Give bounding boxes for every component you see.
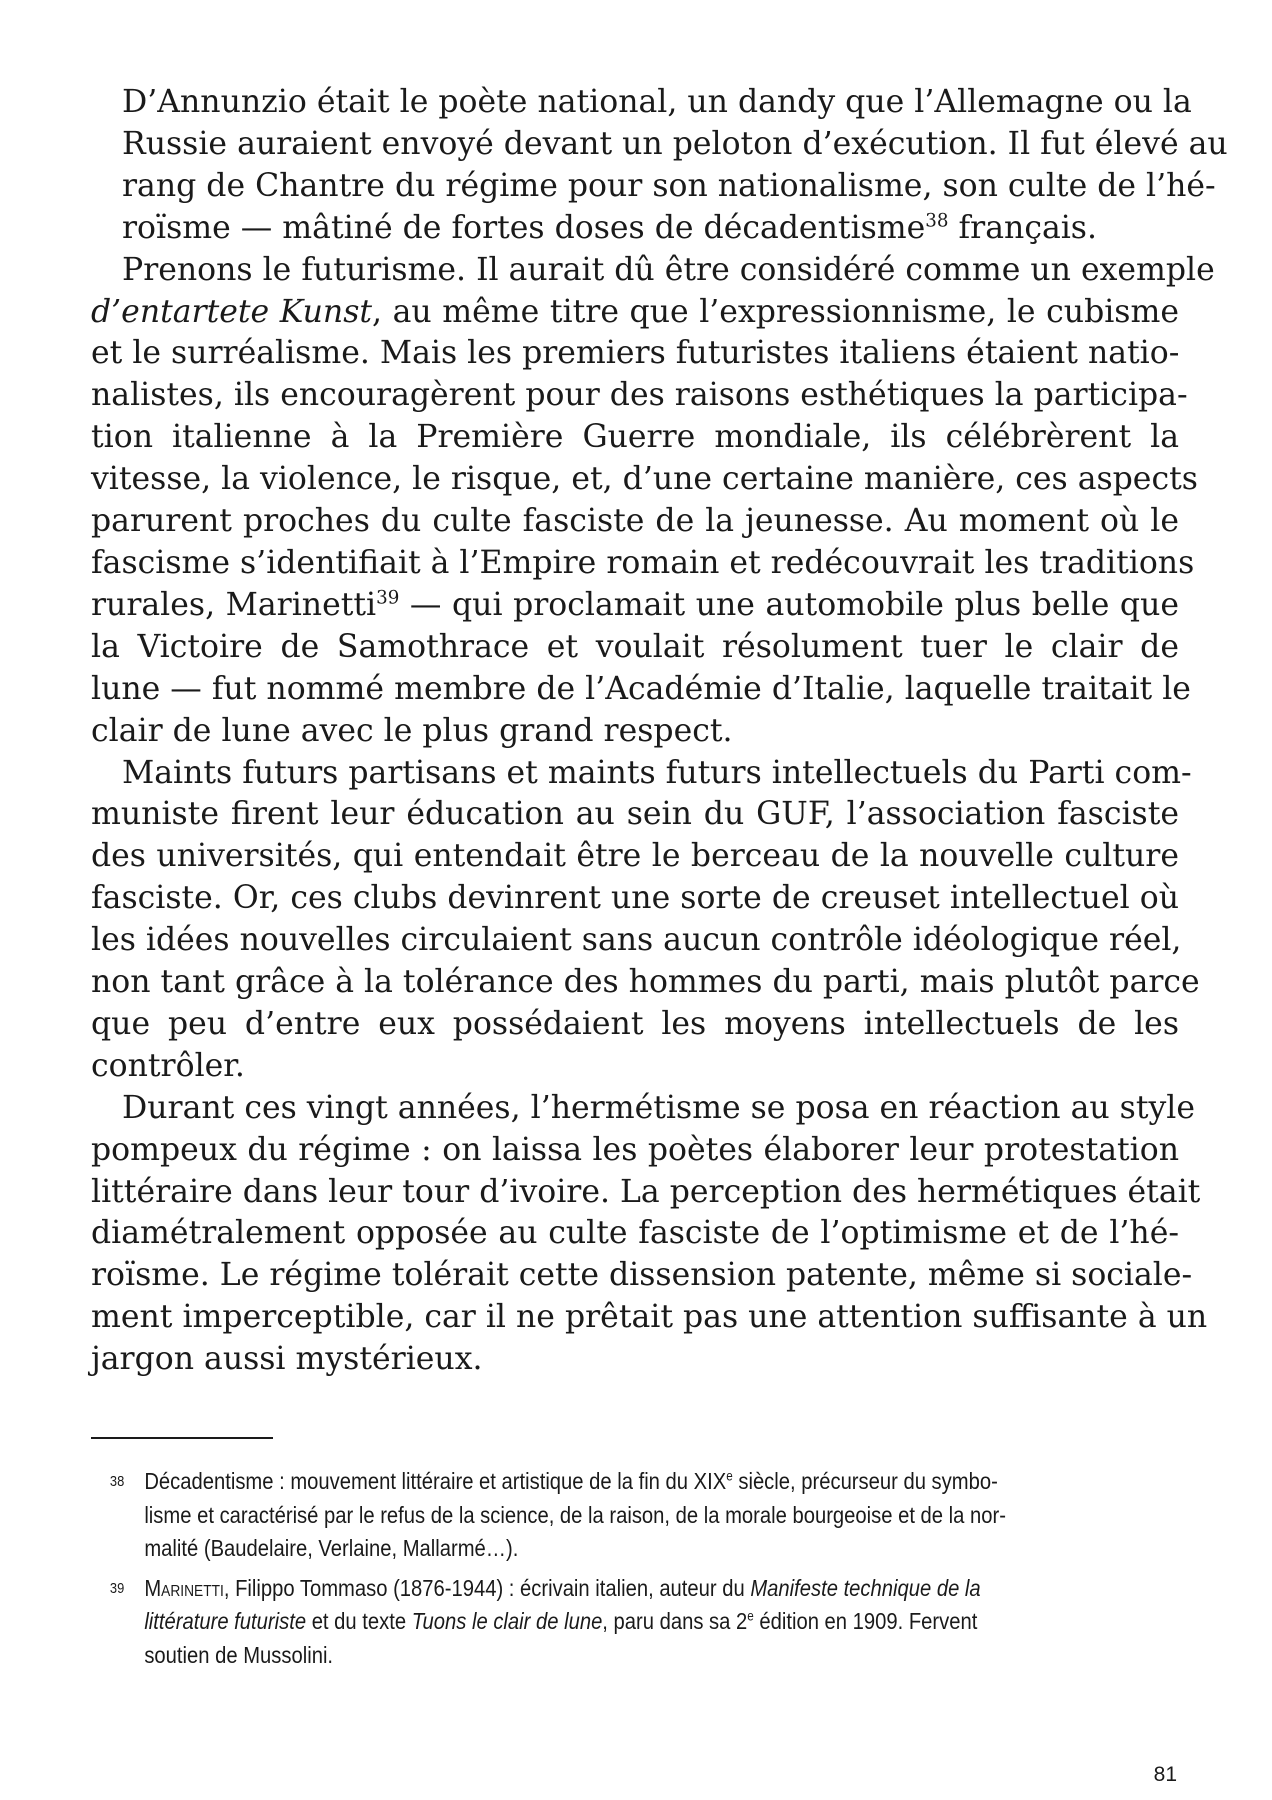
text-line: des universités, qui entendait être le berceau de la nouvelle culture <box>91 838 1179 875</box>
text-line: Durant ces vingt années, l’hermétisme se posa en réaction au style <box>122 1089 1196 1126</box>
text-span: , paru dans sa 2 <box>602 1608 748 1634</box>
text-line: contrôler. <box>91 1047 245 1084</box>
text-line: non tant grâce à la tolérance des hommes du parti, mais plutôt parce <box>91 964 1200 1001</box>
paragraph-3 <box>91 753 1200 1088</box>
text-line: rang de Chantre du régime pour son nationalisme, son culte de l’hé- <box>122 167 1216 204</box>
text-span: Décadentisme : mouvement littéraire et artistique de la fin du XIX <box>144 1468 727 1494</box>
footnote-line <box>144 1465 1035 1499</box>
text-line: parurent proches du culte fasciste de la jeunesse. Au moment où le <box>91 503 1179 540</box>
superscript: e <box>747 1608 754 1624</box>
footnote-line: soutien de Mussolini. <box>144 1641 334 1668</box>
paragraph-1 <box>91 82 1228 250</box>
footnote-line: lisme et caractérisé par le refus de la science, de la raison, de la morale bourgeoise et de la nor- <box>144 1501 1006 1528</box>
text-line: diamétralement opposée au culte fasciste de l’optimisme et de l’hé- <box>91 1215 1179 1252</box>
text-line: fasciste. Or, ces clubs devinrent une sorte de creuset intellectuel où <box>91 880 1179 917</box>
text-span: et du texte <box>306 1608 412 1634</box>
footnote-line: malité (Baudelaire, Verlaine, Mallarmé…). <box>144 1535 519 1561</box>
text-line: Maints futurs partisans et maints futurs intellectuels du Parti com- <box>122 754 1192 791</box>
text-span: siècle, précurseur du symbo- <box>732 1468 998 1494</box>
text-line: Russie auraient envoyé devant un peloton d’exécution. Il fut élevé au <box>122 125 1228 162</box>
text-span: , au même titre que l’expressionnisme, le cubisme <box>372 293 1179 330</box>
text-line: D’Annunzio était le poète national, un dandy que l’Allemagne ou la <box>122 84 1192 120</box>
footnote-separator <box>91 1437 273 1439</box>
text-line <box>91 292 1179 334</box>
page-number: 81 <box>1153 1763 1177 1786</box>
footnote-ref-38[interactable]: 38 <box>925 210 949 232</box>
text-line: ment imperceptible, car il ne prêtait pas une attention suffisante à un <box>91 1299 1208 1336</box>
text-line: la Victoire de Samothrace et voulait résolument tuer le clair de <box>91 628 1179 665</box>
text-span: rurales, Marinetti <box>91 586 377 623</box>
footnote-ref-39[interactable]: 39 <box>376 587 400 609</box>
text-line: roïsme. Le régime tolérait cette dissension patente, même si sociale- <box>91 1257 1193 1294</box>
italic-title: Tuons le clair de lune <box>411 1608 603 1634</box>
footnote-line <box>144 1572 1035 1606</box>
text-span: — qui proclamait une automobile plus belle que <box>399 586 1179 623</box>
text-line: jargon aussi mystérieux. <box>91 1341 483 1378</box>
text-line <box>91 208 1179 250</box>
italic-term: d’entartete Kunst <box>91 293 373 330</box>
footnote-line <box>144 1605 1035 1639</box>
footnote-39 <box>91 1572 1035 1673</box>
text-line: vitesse, la violence, le risque, et, d’une certaine manière, ces aspects <box>91 461 1198 498</box>
text-span: français. <box>948 209 1097 246</box>
paragraph-4 <box>91 1088 1208 1381</box>
text-span: roïsme — mâtiné de fortes doses de décadentisme <box>122 209 926 246</box>
text-line: tion italienne à la Première Guerre mondiale, ils célébrèrent la <box>91 419 1179 456</box>
text-line: clair de lune avec le plus grand respect. <box>91 712 733 749</box>
text-line: muniste firent leur éducation au sein du GUF, l’association fasciste <box>91 796 1179 833</box>
text-line: lune — fut nommé membre de l’Académie d’Italie, laquelle traitait le <box>91 670 1191 707</box>
text-line: littéraire dans leur tour d’ivoire. La perception des hermétiques était <box>91 1173 1201 1210</box>
text-line: les idées nouvelles circulaient sans aucun contrôle idéologique réel, <box>91 922 1182 959</box>
text-line: Prenons le futurisme. Il aurait dû être considéré comme un exemple <box>122 251 1215 288</box>
footnote-number: 38 <box>109 1473 125 1490</box>
paragraph-2 <box>91 250 1215 753</box>
text-line: nalistes, ils encouragèrent pour des raisons esthétiques la participa- <box>91 377 1188 414</box>
superscript: e <box>726 1468 733 1484</box>
italic-title: Manifeste technique de la <box>750 1574 981 1601</box>
text-line: et le surréalisme. Mais les premiers futuristes italiens étaient natio- <box>91 335 1180 372</box>
main-text <box>91 82 1228 1381</box>
footnote-number: 39 <box>109 1579 125 1597</box>
text-line <box>91 585 1179 627</box>
italic-title: littérature futuriste <box>144 1608 307 1634</box>
text-span: édition en 1909. Fervent <box>753 1608 978 1634</box>
text-span: , Filippo Tommaso (1876-1944) : écrivain italien, auteur du <box>223 1574 751 1601</box>
footnote-38 <box>91 1465 1035 1566</box>
text-line: que peu d’entre eux possédaient les moyens intellectuels de les <box>91 1005 1179 1042</box>
text-line: fascisme s’identifiait à l’Empire romain et redécouvrait les traditions <box>91 544 1195 581</box>
author-name: Marinetti <box>144 1574 224 1601</box>
footnotes <box>91 1465 1035 1678</box>
text-line: pompeux du régime : on laissa les poètes élaborer leur protestation <box>91 1131 1179 1168</box>
